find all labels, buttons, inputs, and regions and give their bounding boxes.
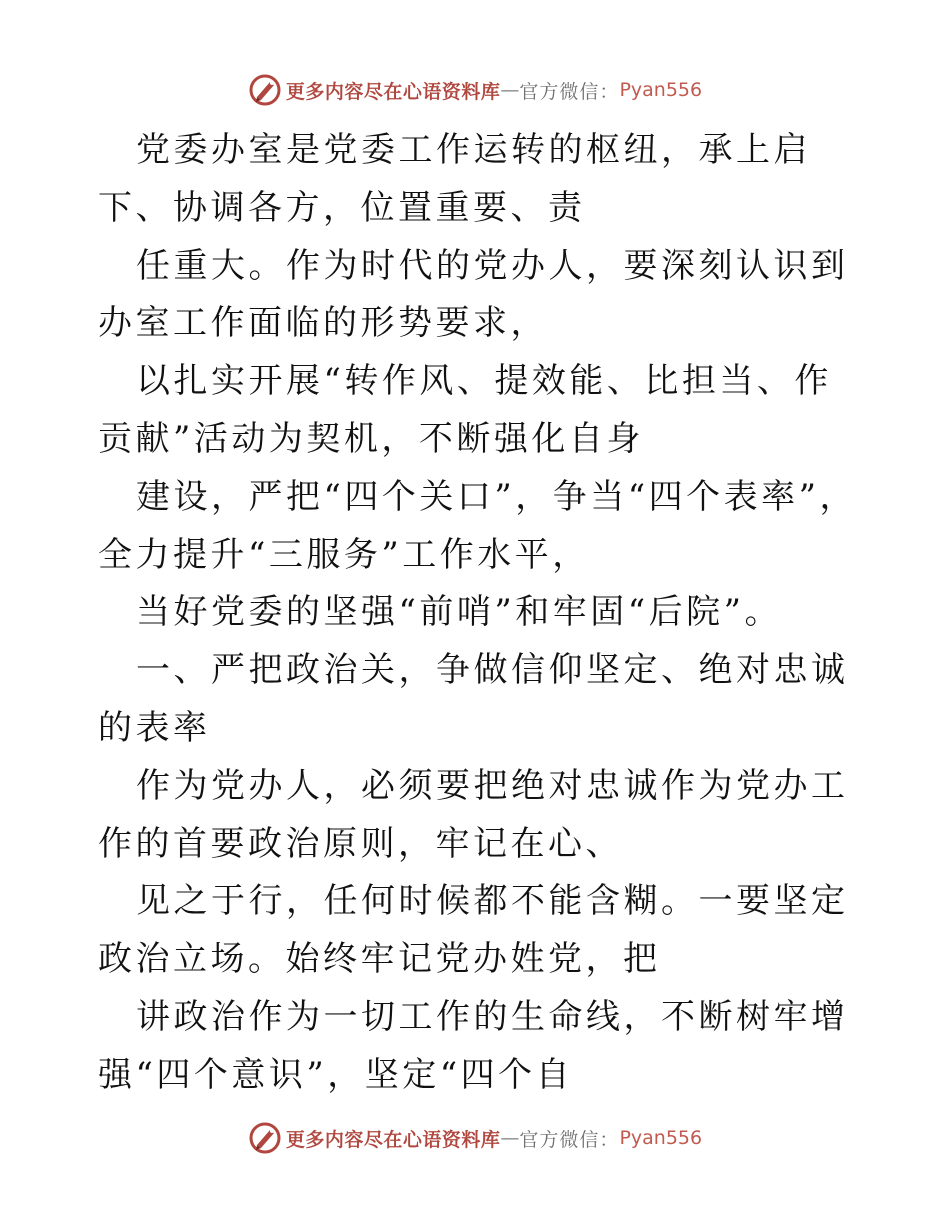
footer-watermark xyxy=(0,1118,950,1158)
paragraph-8: 讲政治作为一切工作的生命线，不断树牢增强“四个意识”，坚定“四个自 xyxy=(98,996,849,1095)
watermark-promo-text: 更多内容尽在心语资料库 xyxy=(285,1128,501,1151)
paragraph-2: 任重大。作为时代的党办人，要深刻认识到办室工作面临的形势要求， xyxy=(98,245,849,344)
paragraph-7: 见之于行，任何时候都不能含糊。一要坚定政治立场。始终牢记党办姓党，把 xyxy=(98,881,849,980)
watermark-dash: — xyxy=(500,1127,520,1149)
header-watermark xyxy=(0,70,950,110)
paragraph-3: 以扎实开展“转作风、提效能、比担当、作贡献”活动为契机，不断强化自身 xyxy=(98,361,832,459)
paragraph-6: 作为党办人，必须要把绝对忠诚作为党办工作的首要政治原则，牢记在心、 xyxy=(98,765,849,864)
watermark-promo-text: 更多内容尽在心语资料库 xyxy=(285,80,501,103)
section-heading-1: 一、严把政治关，争做信仰坚定、绝对忠诚的表率 xyxy=(98,650,849,748)
paragraph-1: 党委办室是党委工作运转的枢纽，承上启下、协调各方，位置重要、责 xyxy=(98,130,811,228)
watermark-wechat-id: Pyan556 xyxy=(619,1127,703,1149)
watermark-wechat-id: Pyan556 xyxy=(619,79,703,101)
paragraph-4: 建设，严把“四个关口”，争当“四个表率”，全力提升“三服务”工作水平， xyxy=(98,476,858,575)
watermark-wechat-label: 官方微信： xyxy=(519,80,620,103)
watermark-dash: — xyxy=(500,79,520,101)
watermark-wechat-label: 官方微信： xyxy=(519,1128,620,1151)
document-body xyxy=(98,122,858,1105)
brush-pen-logo-icon xyxy=(248,1121,282,1155)
brush-pen-logo-icon xyxy=(248,73,282,107)
paragraph-5: 当好党委的坚强“前哨”和牢固“后院”。 xyxy=(136,592,783,633)
